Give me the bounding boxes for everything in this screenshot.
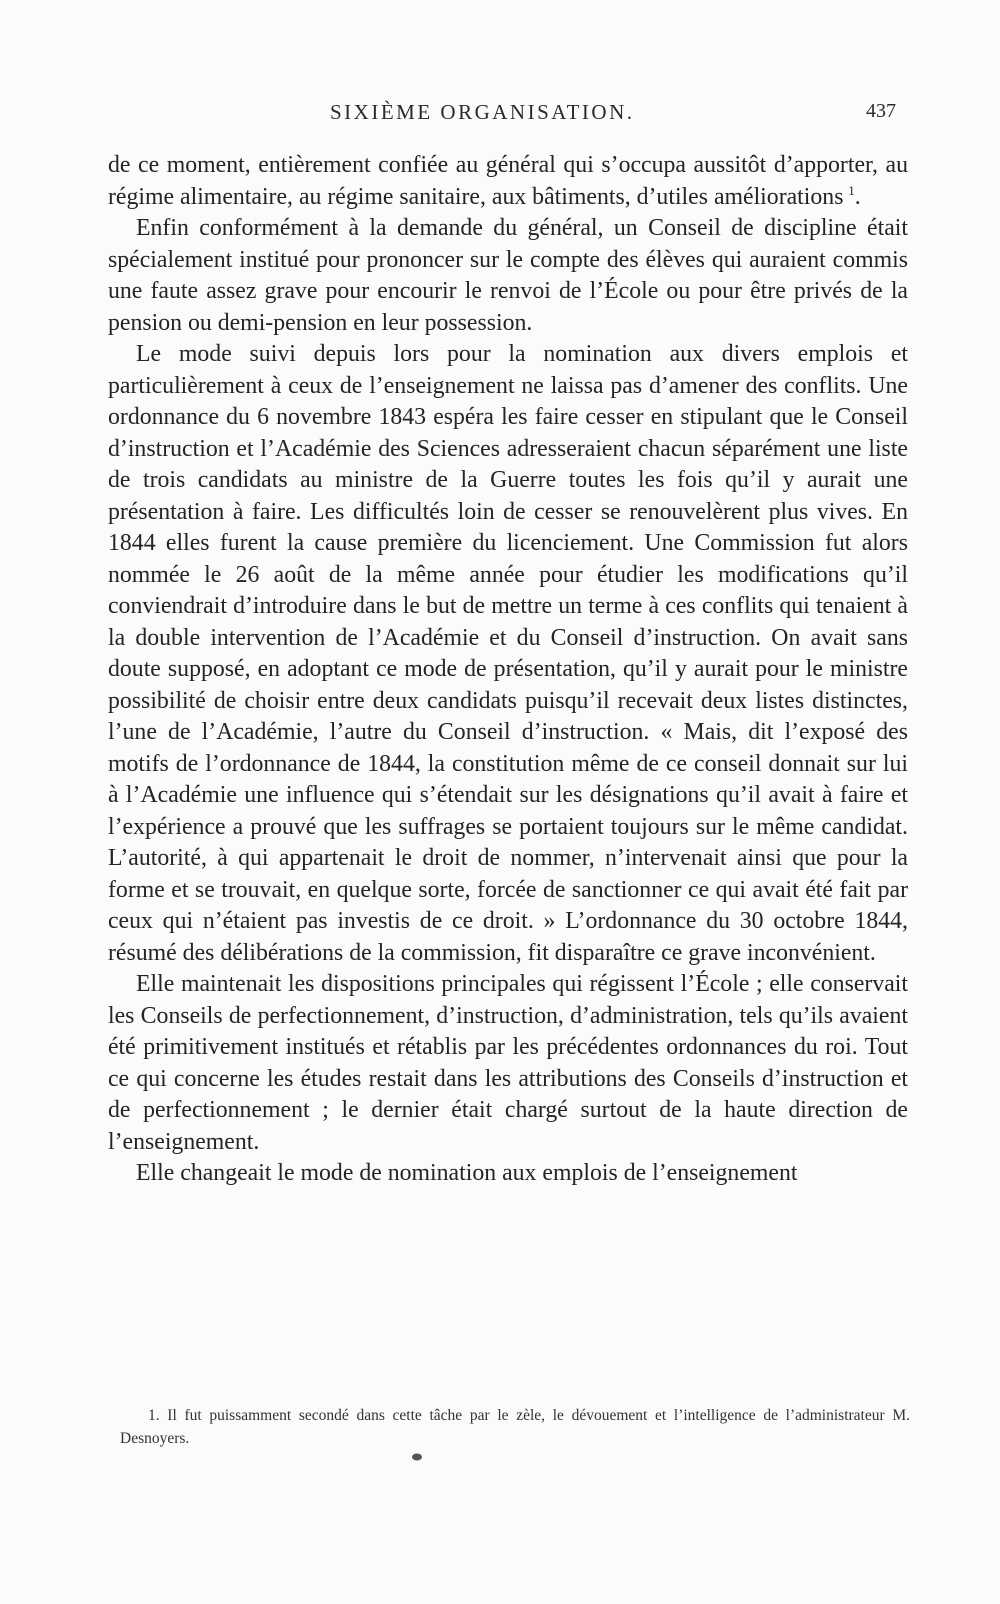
footnote-ref: 1 (848, 182, 855, 198)
footnote-1: 1. Il fut puissamment secondé dans cette tâche par le zèle, le dévouement et l’intelligence de l’administrateur M. Desnoyers. (120, 1407, 910, 1447)
page-header (108, 100, 908, 134)
paragraph-4: Elle maintenait les dispositions principales qui régissent l’École ; elle conservait les Conseils de perfectionnement, d’instruction, d’administration, tels qu’ils avaient été primitivement institués et rétablis par les précédentes ordonnances du roi. Tout ce qui concerne les études restait dans les attributions des Conseils d’instruction et de perfectionnement ; le dernier était chargé surtout de la haute direction de l’enseignement. (108, 971, 908, 1155)
body-text (108, 150, 908, 1190)
paragraph-tail: . (854, 183, 861, 210)
paragraph-2: Enfin conformément à la demande du général, un Conseil de discipline était spécialement institué pour prononcer sur le compte des élèves qui auraient commis une faute assez grave pour encourir le renvoi de l’École ou pour être privés de la pension ou demi-pension en leur possession. (108, 215, 908, 336)
footnotes (120, 1404, 910, 1450)
ornament-icon (410, 1452, 424, 1462)
paragraph-5: Elle changeait le mode de nomination aux emplois de l’enseignement (136, 1160, 798, 1186)
paragraph-text: de ce moment, entièrement confiée au général qui s’occupa aussitôt d’apporter, au régime alimentaire, au régime sanitaire, aux bâtiments, d’utiles améliorations (108, 152, 908, 210)
page-number: 437 (866, 100, 896, 122)
paragraph-3: Le mode suivi depuis lors pour la nomination aux divers emplois et particulièrement à ceux de l’enseignement ne laissa pas d’amener des conflits. Une ordonnance du 6 novembre 1843 espéra les faire cesser en stipulant que le Conseil d’instruction et l’Académie des Sciences adresseraient chacun séparément une liste de trois candidats au ministre de la Guerre toutes les fois qu’il y aurait une présentation à faire. Les difficultés loin de cesser se renouvelèrent plus vives. En 1844 elles furent la cause première du licenciement. Une Commission fut alors nommée le 26 août de la même année pour étudier les modifications qu’il conviendrait d’introduire dans le but de mettre un terme à ces conflits qui tenaient à la double intervention de l’Académie et du Conseil d’instruction. On avait sans doute supposé, en adoptant ce mode de présentation, qu’il y aurait pour le ministre possibilité de choisir entre deux candidats puisqu’il recevait deux listes distinctes, l’une de l’Académie, l’autre du Conseil d’instruction. « Mais, dit l’exposé des motifs de l’ordonnance de 1844, la constitution même de ce conseil donnait sur lui à l’Académie une influence qui s’étendait sur les désignations qu’il avait à faire et l’expérience a prouvé que les suffrages se portaient toujours sur le même candidat. L’autorité, à qui appartenait le droit de nommer, n’intervenait ainsi que pour la forme et se trouvait, en quelque sorte, forcée de sanctionner ce qui avait été fait par ceux qui n’étaient pas investis de ce droit. » L’ordonnance du 30 octobre 1844, résumé des délibérations de la commission, fit disparaître ce grave inconvénient. (108, 341, 908, 966)
paragraph-1 (108, 150, 908, 213)
running-title: SIXIÈME ORGANISATION. (330, 100, 635, 124)
